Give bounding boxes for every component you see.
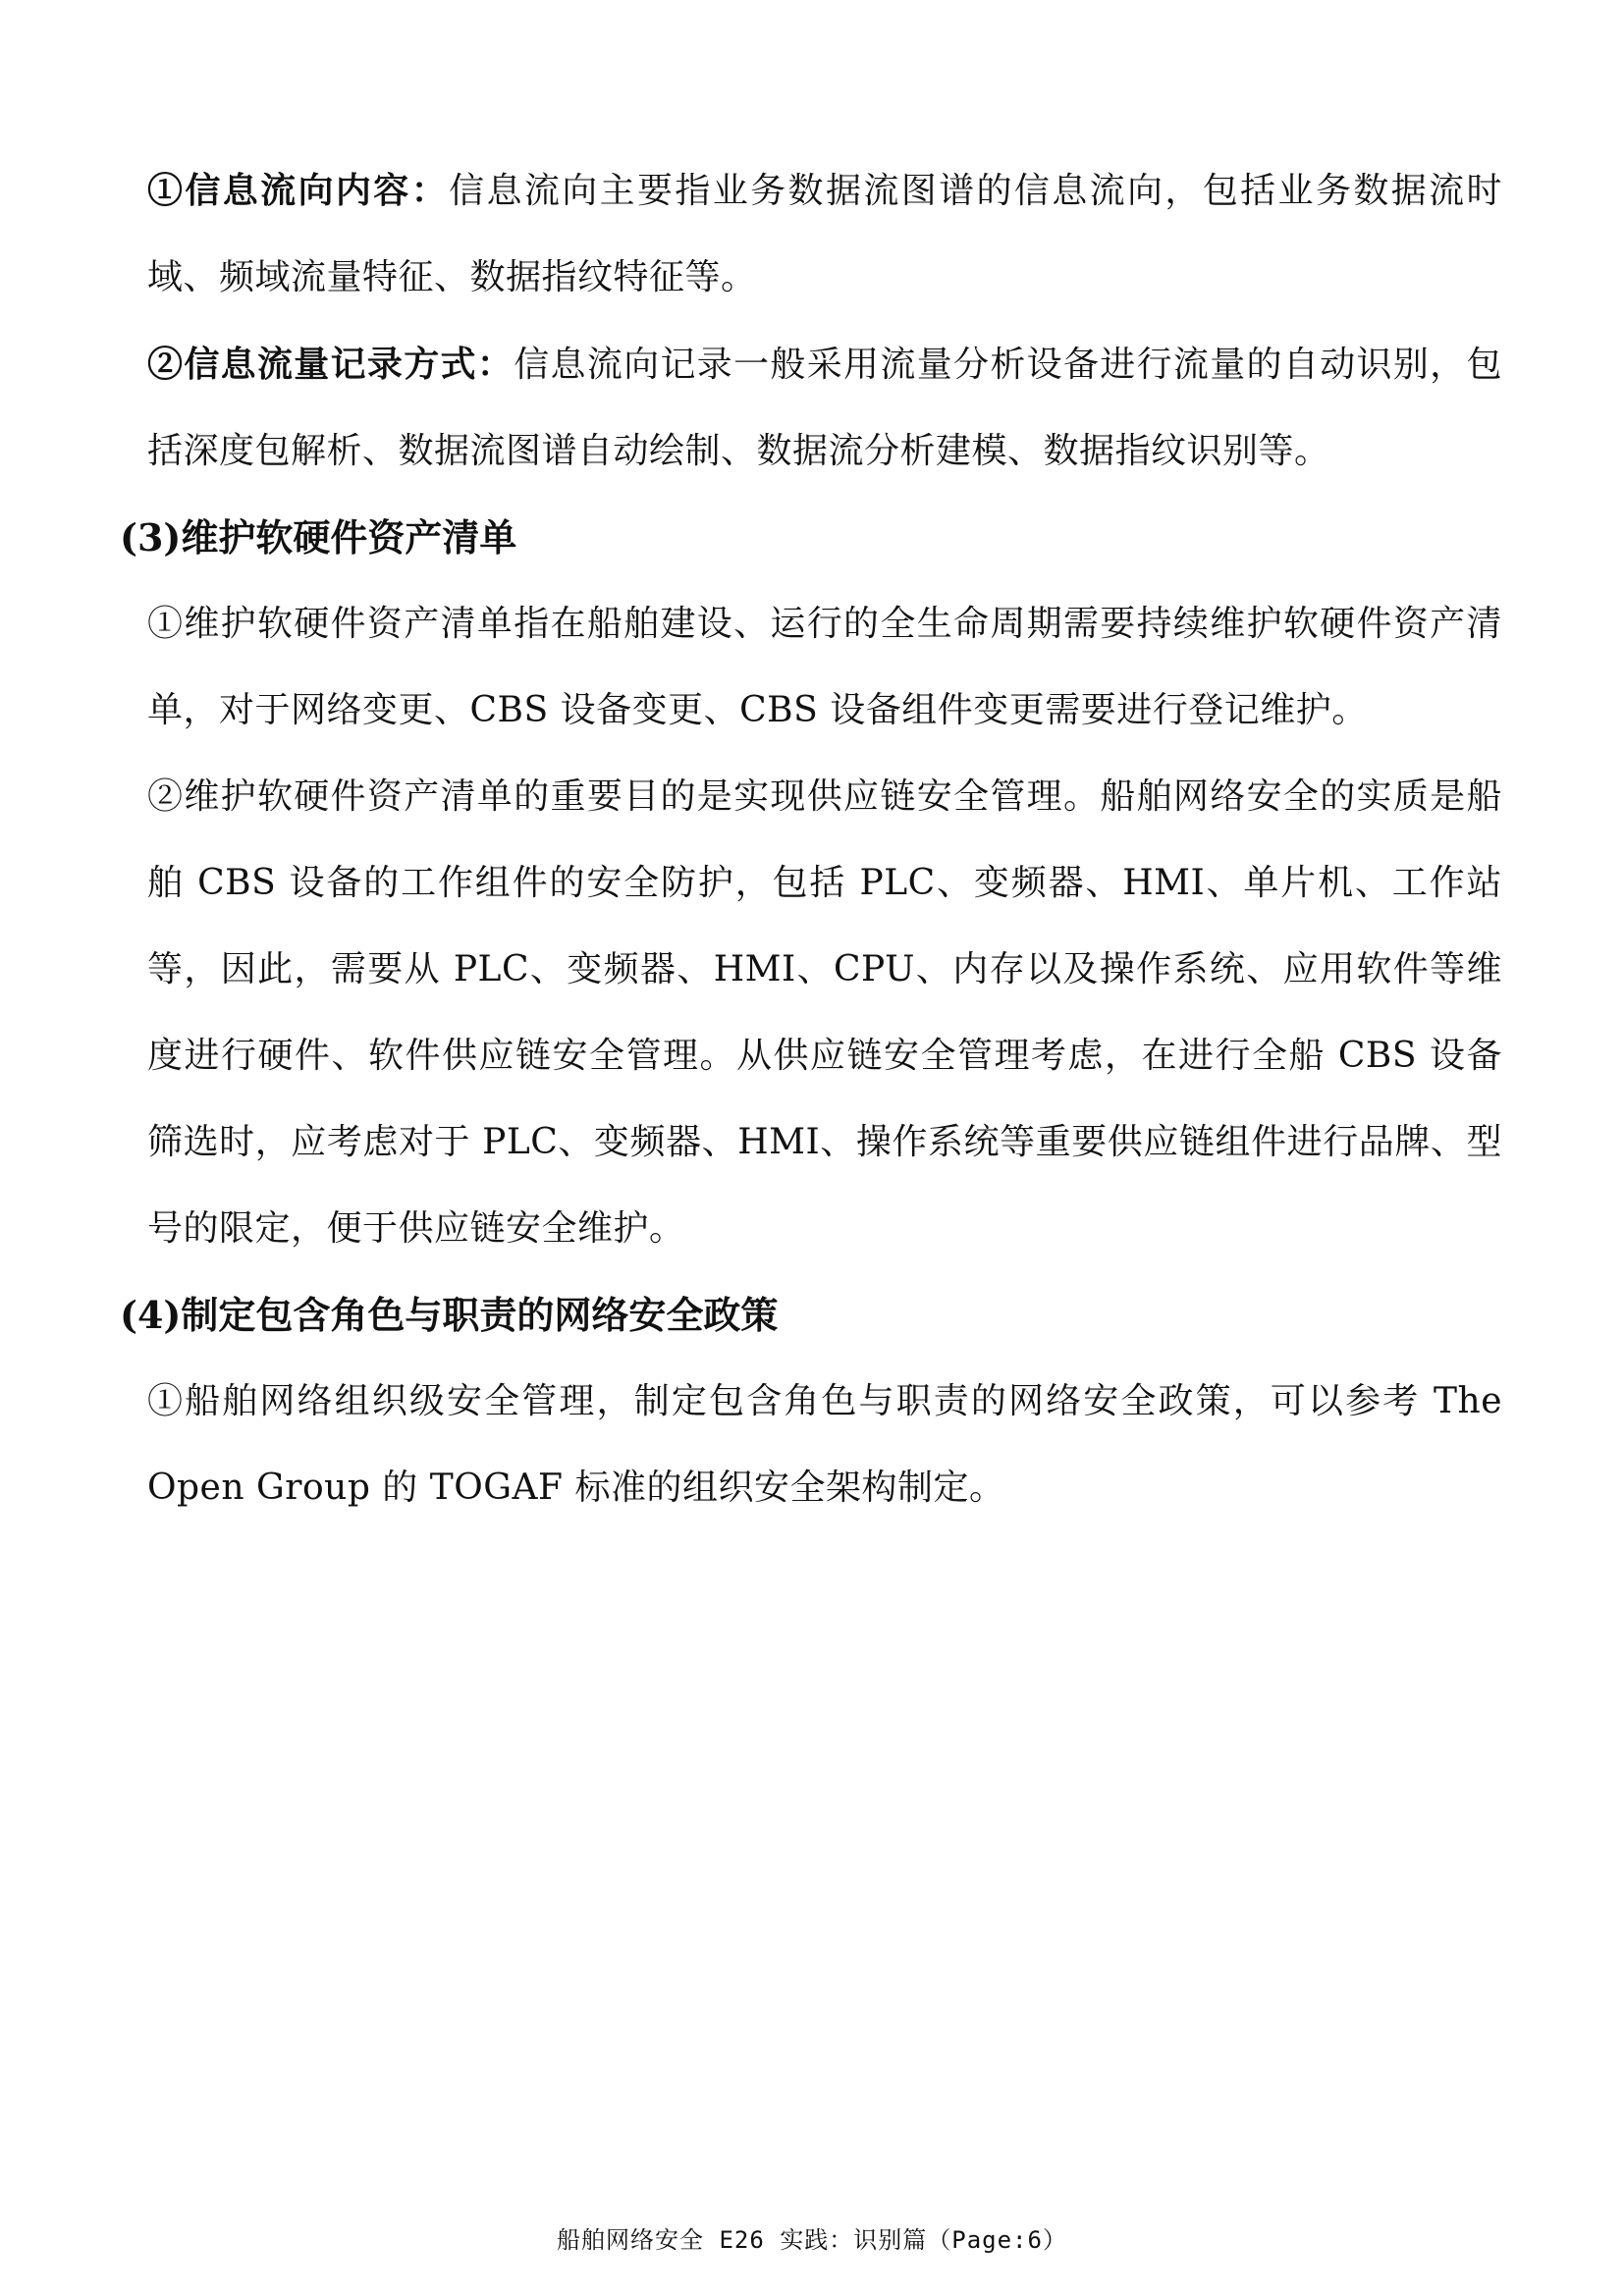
paragraph-info-flow-content [147, 147, 1502, 321]
paragraph-lead: ①信息流向内容： [147, 170, 450, 211]
page-footer: 船舶网络安全 E26 实践：识别篇（Page:6） [557, 2226, 1067, 2254]
section-heading-asset-inventory: (3)维护软硬件资产清单 [120, 515, 517, 560]
page-content [120, 147, 1502, 1531]
paragraph-security-policy-1: ①船舶网络组织级安全管理，制定包含角色与职责的网络安全政策，可以参考 The Open Group 的 TOGAF 标准的组织安全架构制定。 [147, 1381, 1502, 1508]
paragraph-lead: ②信息流量记录方式： [147, 344, 514, 385]
paragraph-info-flow-record [147, 321, 1502, 495]
paragraph-text: 信息流向记录一般采用流量分析设备进行流量的自动识别，包括深度包解析、数据流图谱自动绘制、数据流分析建模、数据指纹识别等。 [147, 345, 1502, 471]
paragraph-asset-inventory-2: ②维护软硬件资产清单的重要目的是实现供应链安全管理。船舶网络安全的实质是船舶 CBS 设备的工作组件的安全防护，包括 PLC、变频器、HMI、单片机、工作站等，因此，需要从 PLC、变频器、HMI、CPU、内存以及操作系统、应用软件等维度进行硬件、软件供应链安全管理。从供应链安全管理考虑，在进行全船 CBS 设备筛选时，应考虑对于 PLC、变频器、HMI、操作系统等重要供应链组件进行品牌、型号的限定，便于供应链安全维护。 [147, 776, 1502, 1249]
paragraph-asset-inventory-1: ①维护软硬件资产清单指在船舶建设、运行的全生命周期需要持续维护软硬件资产清单，对于网络变更、CBS 设备变更、CBS 设备组件变更需要进行登记维护。 [147, 604, 1502, 730]
paragraph-text: 信息流向主要指业务数据流图谱的信息流向，包括业务数据流时域、频域流量特征、数据指纹特征等。 [147, 171, 1502, 297]
section-heading-security-policy: (4)制定包含角色与职责的网络安全政策 [120, 1293, 779, 1337]
